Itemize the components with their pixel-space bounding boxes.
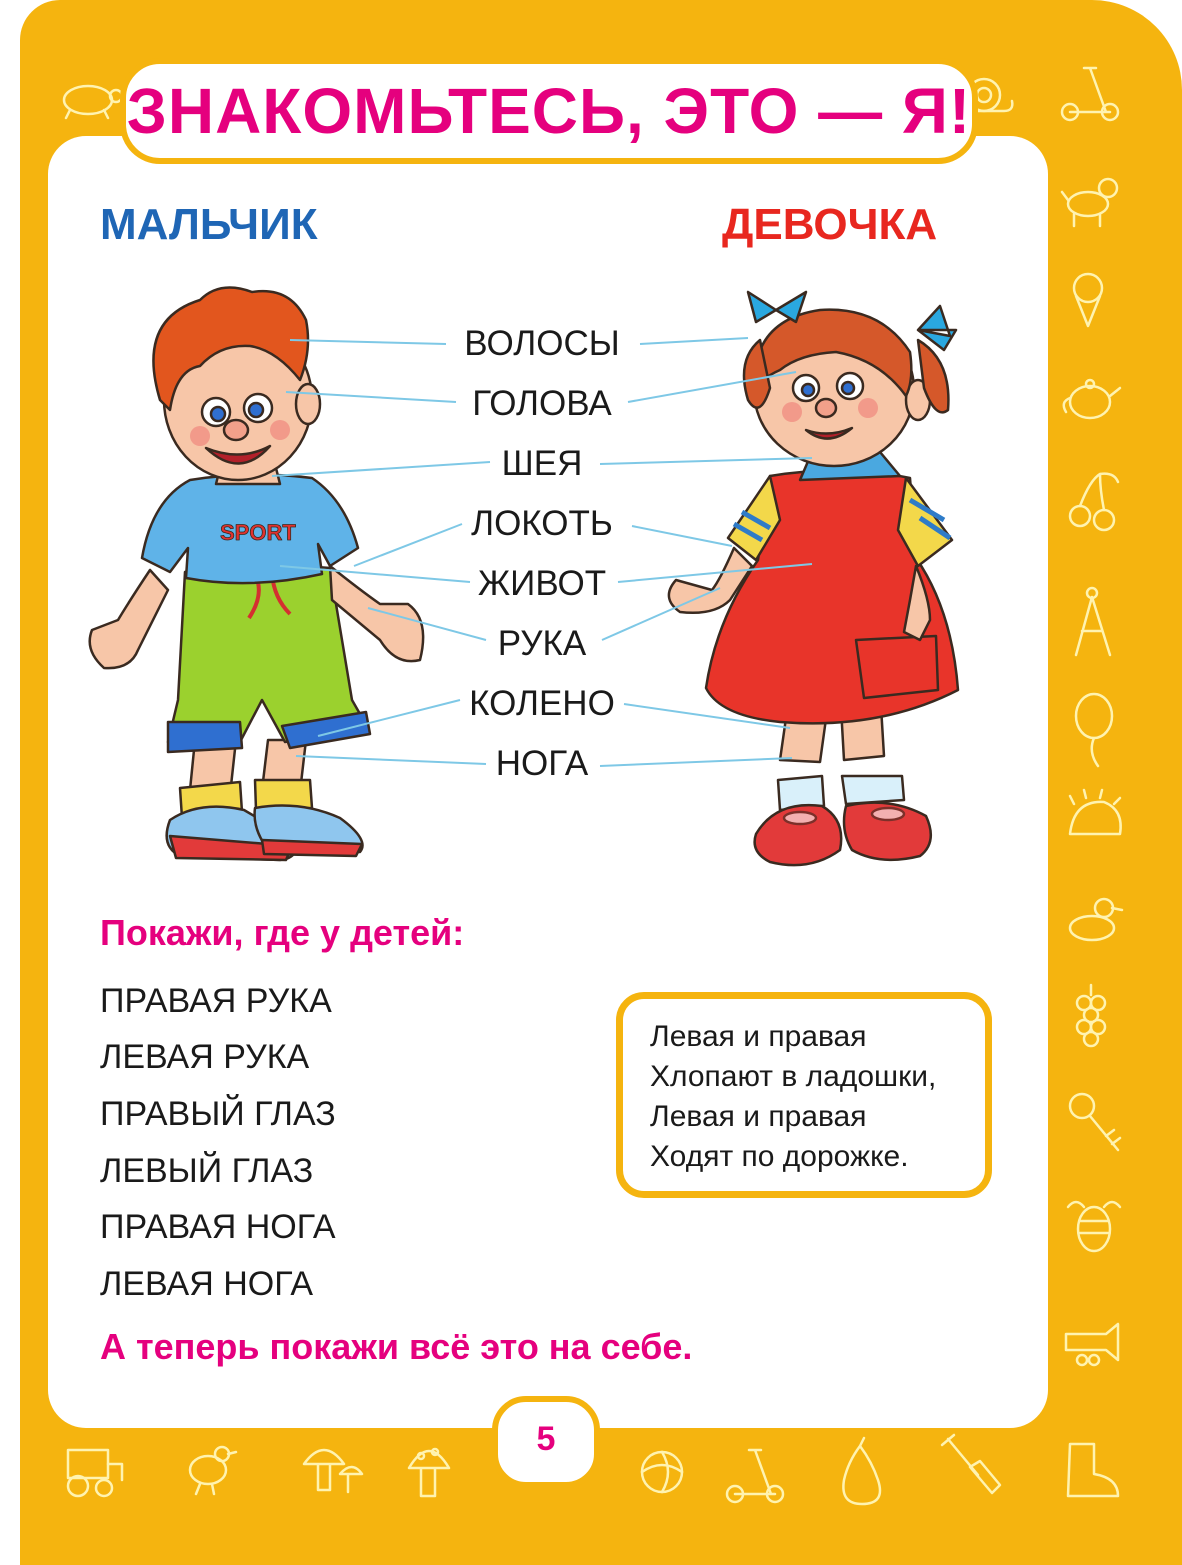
- list-item: ПРАВЫЙ ГЛАЗ: [100, 1095, 336, 1133]
- list-item: ЛЕВАЯ НОГА: [100, 1265, 314, 1303]
- poem-line: Хлопают в ладошки,: [650, 1060, 937, 1093]
- task-prompt: Покажи, где у детей:: [100, 912, 465, 953]
- tractor-icon: [68, 1450, 122, 1496]
- label-arm: РУКА: [497, 624, 587, 663]
- mushroom-icon: [409, 1449, 449, 1496]
- scooter-icon: [727, 1450, 783, 1502]
- girl-heading: ДЕВОЧКА: [722, 200, 938, 249]
- label-belly: ЖИВОТ: [477, 564, 607, 603]
- boy-heading: МАЛЬЧИК: [100, 200, 318, 249]
- grapes-icon: [1077, 985, 1105, 1046]
- label-leg: НОГА: [495, 744, 589, 783]
- boot-icon: [1068, 1444, 1118, 1496]
- label-neck: ШЕЯ: [501, 444, 583, 483]
- mushrooms-icon: [304, 1450, 362, 1492]
- poem-line: Левая и правая: [650, 1100, 867, 1133]
- final-instruction: А теперь покажи всё это на себе.: [100, 1326, 693, 1367]
- girl-illustration: [669, 292, 958, 865]
- list-item: ПРАВАЯ РУКА: [100, 982, 332, 1020]
- duck-icon: [1070, 899, 1122, 940]
- key-icon: [1070, 1094, 1120, 1150]
- bee-icon: [1068, 1202, 1120, 1251]
- label-elbow: ЛОКОТЬ: [471, 504, 613, 543]
- shirt-text: SPORT: [220, 520, 296, 545]
- trumpet-icon: [1066, 1324, 1118, 1365]
- label-knee: КОЛЕНО: [469, 684, 615, 723]
- list-item: ЛЕВАЯ РУКА: [100, 1038, 310, 1076]
- poem-line: Левая и правая: [650, 1020, 867, 1053]
- page-title: ЗНАКОМЬТЕСЬ, ЭТО — Я!: [126, 75, 972, 147]
- shovel-icon: [942, 1435, 1000, 1493]
- list-item: ПРАВАЯ НОГА: [100, 1208, 336, 1246]
- label-hair: ВОЛОСЫ: [464, 324, 620, 363]
- bird-icon: [190, 1447, 236, 1494]
- list-item: ЛЕВЫЙ ГЛАЗ: [100, 1152, 314, 1190]
- poem-line: Ходят по дорожке.: [650, 1140, 909, 1173]
- pear-icon: [843, 1438, 880, 1504]
- page-number: 5: [536, 1420, 556, 1458]
- ball-icon: [642, 1452, 682, 1492]
- label-head: ГОЛОВА: [472, 384, 612, 423]
